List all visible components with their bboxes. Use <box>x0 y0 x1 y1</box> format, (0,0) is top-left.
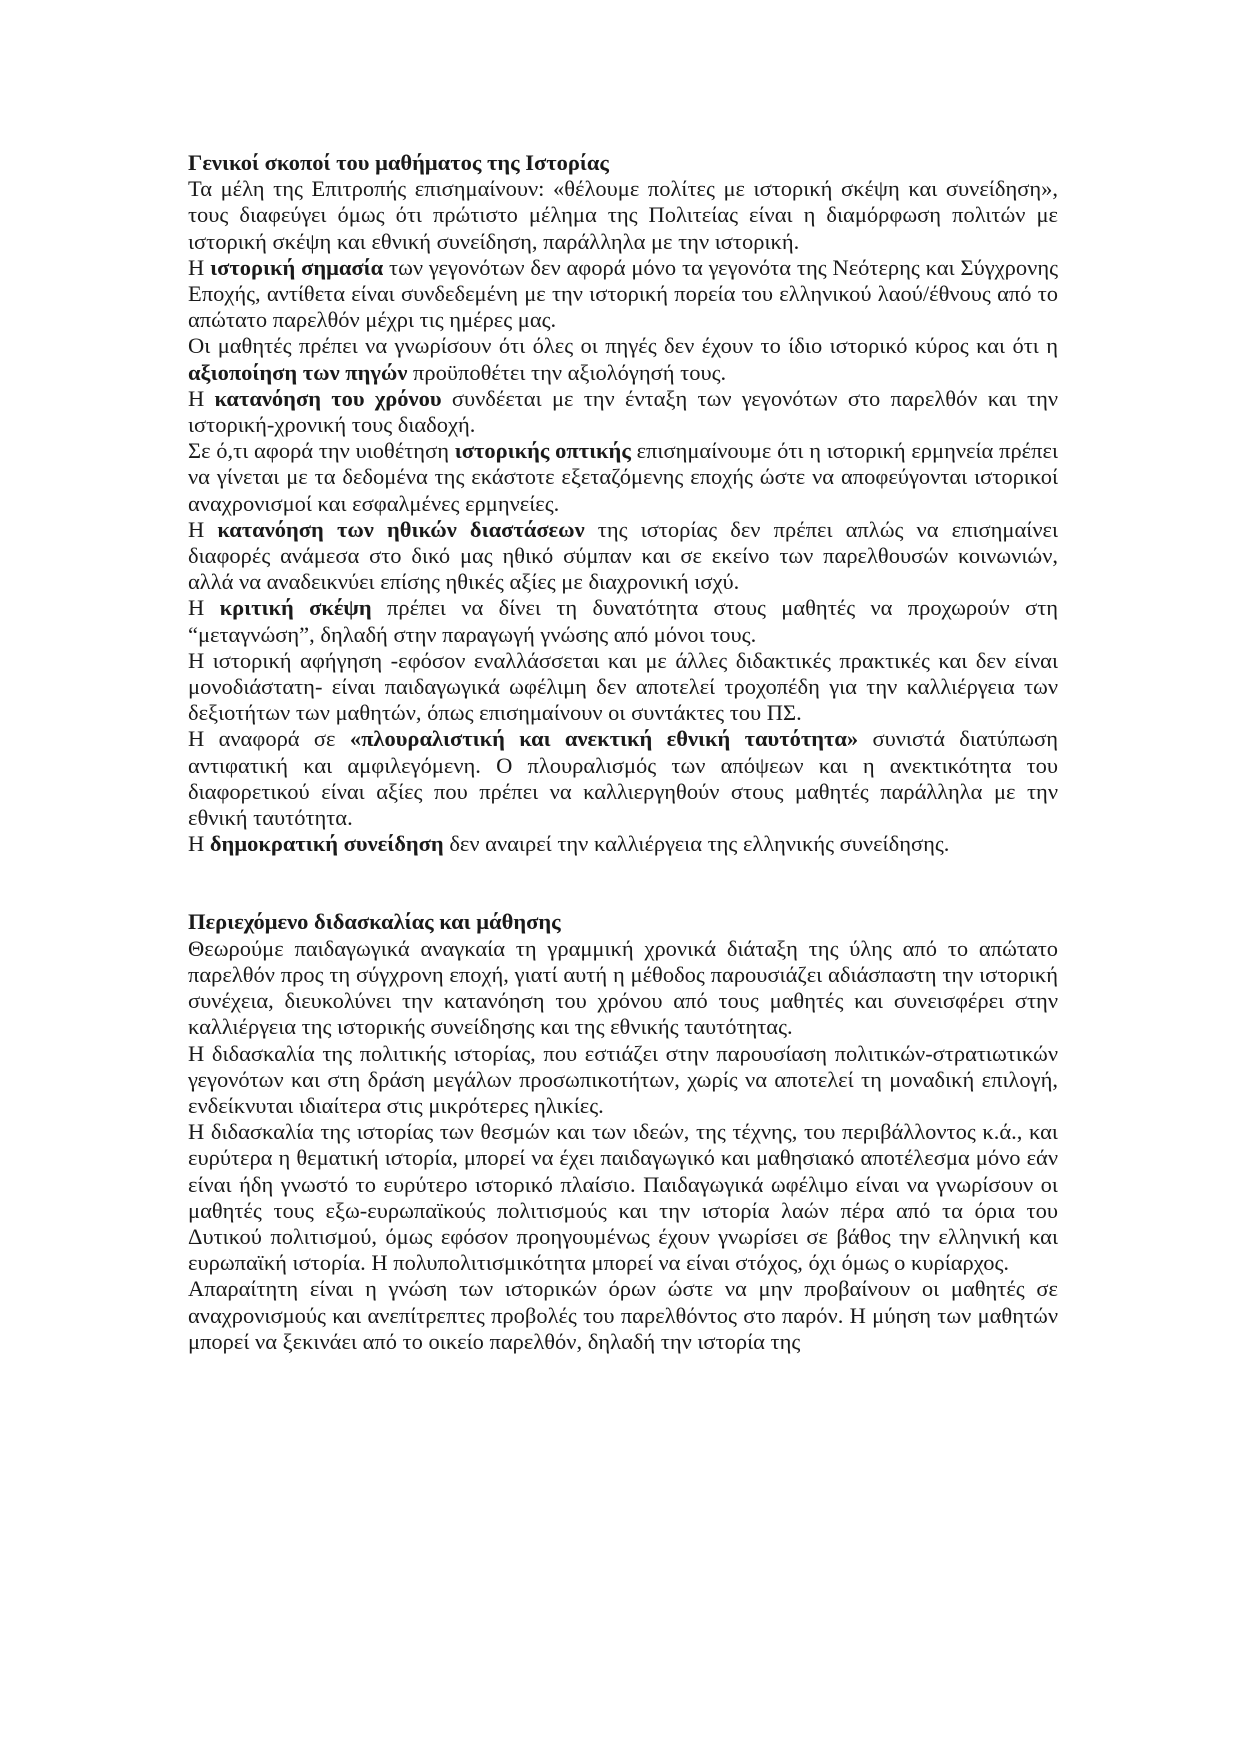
text-run: πρέπει να δίνει τη δυνατότητα στους μαθητές να προχωρούν στη “μεταγνώση”, δηλαδή στην παραγωγή γνώσης από μόνοι τους. <box>188 595 1058 647</box>
text-run: των γεγονότων δεν αφορά μόνο τα γεγονότα της Νεότερης και Σύγχρονης Εποχής, αντίθετα είναι συνδεδεμένη με την ιστορική πορεία του ελληνικού λαού/έθνους από το απώτατο παρελθόν μέχρι τις ημέρες μας. <box>188 254 1058 333</box>
text-run: Η <box>188 254 211 280</box>
paragraph <box>188 176 1058 255</box>
paragraph <box>188 517 1058 596</box>
paragraph <box>188 936 1058 1041</box>
text-run: Η αναφορά σε <box>188 726 350 752</box>
paragraph <box>188 648 1058 727</box>
text-run: Τα μέλη της Επιτροπής επισημαίνουν: «θέλουμε πολίτες με ιστορική σκέψη και συνείδηση», τους διαφεύγει όμως ότι πρώτιστο μέλημα της Πολιτείας είναι η διαμόρφωση πολιτών με ιστορική σκέψη και εθνική συνείδηση, παράλληλα με την ιστορική. <box>188 176 1058 254</box>
document-page <box>188 150 1058 1355</box>
paragraph <box>188 1276 1058 1355</box>
paragraph <box>188 1119 1058 1276</box>
bold-term: αξιοποίηση των πηγών <box>188 359 408 385</box>
text-run: Η ιστορική αφήγηση -εφόσον εναλλάσσεται και με άλλες διδακτικές πρακτικές και δεν είναι μονοδιάστατη- είναι παιδαγωγικά ωφέλιμη δεν αποτελεί τροχοπέδη για την καλλιέργεια των δεξιοτήτων των μαθητών, όπως επισημαίνουν οι συντάκτες του ΠΣ. <box>188 647 1058 726</box>
text-run: συνδέεται με την ένταξη των γεγονότων στο παρελθόν και την ιστορική-χρονική τους διαδοχή. <box>188 385 1059 438</box>
bold-term: κατανόηση του χρόνου <box>214 385 442 411</box>
paragraph <box>188 1041 1058 1120</box>
section-heading: Γενικοί σκοποί του μαθήματος της Ιστορίας <box>188 150 609 175</box>
text-run: Θεωρούμε παιδαγωγικά αναγκαία τη γραμμική χρονικά διάταξη της ύλης από το απώτατο παρελθόν προς τη σύγχρονη εποχή, γιατί αυτή η μέθοδος παρουσιάζει αδιάσπαστη την ιστορική συνέχεια, διευκολύνει την κατανόηση του χρόνου από τους μαθητές και συνεισφέρει στην καλλιέργεια της ιστορικής συνείδησης και της εθνικής ταυτότητας. <box>188 935 1058 1040</box>
section-heading: Περιεχόμενο διδασκαλίας και μάθησης <box>188 909 561 935</box>
paragraph <box>188 726 1058 831</box>
bold-term: ιστορικής οπτικής <box>454 438 631 464</box>
section-spacer <box>188 857 1058 909</box>
text-run: Οι μαθητές πρέπει να γνωρίσουν ότι όλες οι πηγές δεν έχουν το ίδιο ιστορικό κύρος και ότι η <box>188 333 1058 359</box>
text-run: επισημαίνουμε ότι η ιστορική ερμηνεία πρέπει να γίνεται με τα δεδομένα της εκάστοτε εξεταζόμενης εποχής ώστε να αποφεύγονται ιστορικοί αναχρονισμοί και εσφαλμένες ερμηνείες. <box>188 438 1058 516</box>
text-run: συνιστά διατύπωση αντιφατική και αμφιλεγόμενη. Ο πλουραλισμός των απόψεων και η ανεκτικότητα του διαφορετικού είναι αξίες που πρέπει να καλλιεργηθούν στους μαθητές παράλληλα με την εθνική ταυτότητα. <box>188 726 1058 831</box>
section-body <box>188 176 1058 857</box>
section-general-aims <box>188 150 1058 857</box>
text-run: της ιστορίας δεν πρέπει απλώς να επισημαίνει διαφορές ανάμεσα στο δικό μας ηθικό σύμπαν και σε εκείνο των παρελθουσών κοινωνιών, αλλά να αναδεικνύει επίσης ηθικές αξίες με διαχρονική ισχύ. <box>188 516 1058 595</box>
text-run: Η διδασκαλία της πολιτικής ιστορίας, που εστιάζει στην παρουσίαση πολιτικών-στρατιωτικών γεγονότων και στη δράση μεγάλων προσωπικοτήτων, χωρίς να αποτελεί τη μοναδική επιλογή, ενδείκνυται ιδιαίτερα στις μικρότερες ηλικίες. <box>188 1040 1058 1118</box>
paragraph <box>188 333 1058 385</box>
bold-term: κατανόηση των ηθικών διαστάσεων <box>217 516 585 542</box>
paragraph <box>188 438 1058 517</box>
bold-term: «πλουραλιστική και ανεκτική εθνική ταυτότητα» <box>349 726 859 752</box>
text-run: προϋποθέτει την αξιολόγησή τους. <box>407 359 727 385</box>
text-run: δεν αναιρεί την καλλιέργεια της ελληνικής συνείδησης. <box>443 831 950 857</box>
bold-term: δημοκρατική συνείδηση <box>209 831 444 857</box>
bold-term: κριτική σκέψη <box>219 595 372 621</box>
paragraph <box>188 831 1058 857</box>
text-run: Η <box>188 831 210 857</box>
text-run: Η <box>188 516 218 542</box>
text-run: Η διδασκαλία της ιστορίας των θεσμών και των ιδεών, της τέχνης, του περιβάλλοντος κ.ά., και ευρύτερα η θεματική ιστορία, μπορεί να έχει παιδαγωγικό και μαθησιακό αποτέλεσμα μόνο εάν είναι ήδη γνωστό το ευρύτερο ιστορικό πλαίσιο. Παιδαγωγικά ωφέλιμο είναι να γνωρίσουν οι μαθητές τους εξω-ευρωπαϊκούς πολιτισμούς και την ιστορία λαών πέρα από τα όρια του Δυτικού πολιτισμού, όμως εφόσον προηγουμένως έχουν γνωρίσει σε βάθος την ελληνική και ευρωπαϊκή ιστορία. Η πολυπολιτισμικότητα μπορεί να είναι στόχος, όχι όμως ο κυρίαρχος. <box>188 1119 1058 1276</box>
paragraph <box>188 255 1058 334</box>
text-run: Σε ό,τι αφορά την υιοθέτηση <box>188 438 455 464</box>
bold-term: ιστορική σημασία <box>210 254 384 280</box>
text-run: Η <box>188 595 220 621</box>
paragraph <box>188 386 1058 438</box>
section-body <box>188 936 1058 1355</box>
text-run: Απαραίτητη είναι η γνώση των ιστορικών όρων ώστε να μην προβαίνουν οι μαθητές σε αναχρονισμούς και ανεπίτρεπτες προβολές του παρελθόντος στο παρόν. Η μύηση των μαθητών μπορεί να ξεκινάει από το οικείο παρελθόν, δηλαδή την ιστορία της <box>188 1276 1058 1354</box>
paragraph <box>188 595 1058 647</box>
text-run: Η <box>188 385 215 411</box>
section-teaching-content <box>188 909 1058 1354</box>
